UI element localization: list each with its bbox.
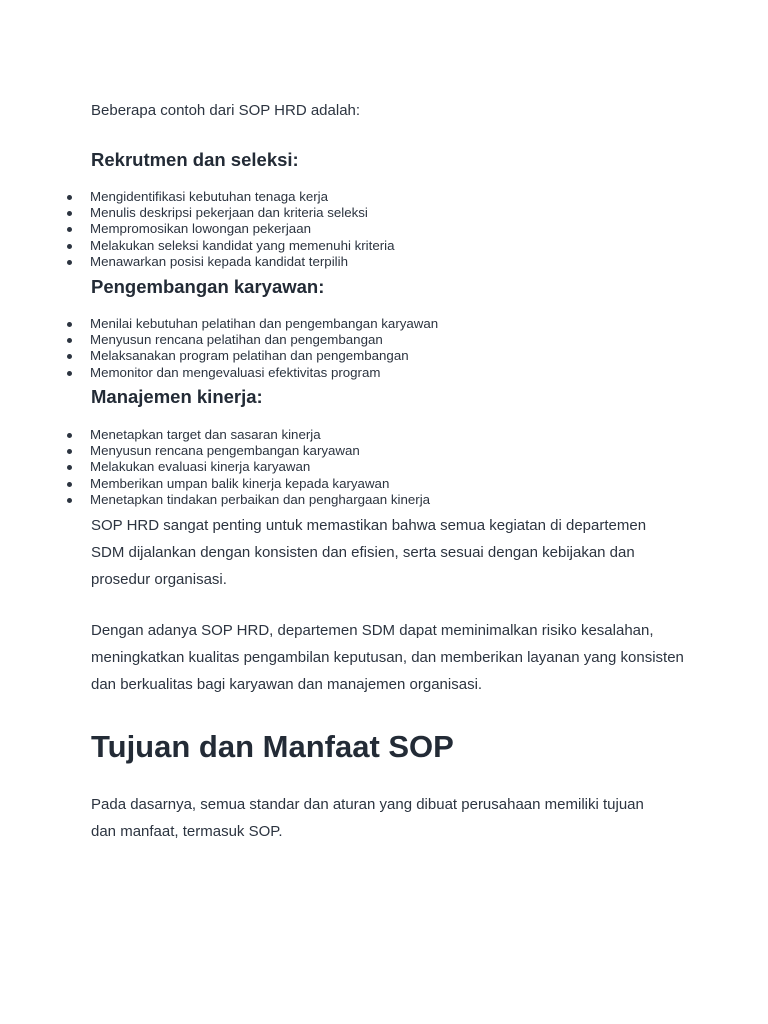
list-item: Mengidentifikasi kebutuhan tenaga kerja xyxy=(0,189,395,205)
list-item: Menilai kebutuhan pelatihan dan pengembangan karyawan xyxy=(0,316,438,332)
list-item: Menyusun rencana pelatihan dan pengembangan xyxy=(0,332,438,348)
list-item: Melaksanakan program pelatihan dan pengembangan xyxy=(0,348,438,364)
list-item: Melakukan evaluasi kinerja karyawan xyxy=(0,459,430,475)
list-manajemen-kinerja xyxy=(0,427,430,508)
heading-pengembangan: Pengembangan karyawan: xyxy=(91,276,325,297)
intro-text: Beberapa contoh dari SOP HRD adalah: xyxy=(91,102,361,119)
list-item: Mempromosikan lowongan pekerjaan xyxy=(0,221,395,237)
list-item: Menyusun rencana pengembangan karyawan xyxy=(0,443,430,459)
list-item: Memonitor dan mengevaluasi efektivitas program xyxy=(0,365,438,381)
list-item: Menetapkan target dan sasaran kinerja xyxy=(0,427,430,443)
heading-manajemen-kinerja: Manajemen kinerja: xyxy=(91,386,263,407)
list-item: Menulis deskripsi pekerjaan dan kriteria seleksi xyxy=(0,205,395,221)
list-item: Memberikan umpan balik kinerja kepada karyawan xyxy=(0,476,430,492)
list-item: Menawarkan posisi kepada kandidat terpilih xyxy=(0,254,395,270)
list-item: Melakukan seleksi kandidat yang memenuhi kriteria xyxy=(0,238,395,254)
heading-rekrutmen: Rekrutmen dan seleksi: xyxy=(91,149,299,170)
paragraph-benefits: Dengan adanya SOP HRD, departemen SDM dapat meminimalkan risiko kesalahan, meningkatkan kualitas pengambilan keputusan, dan memberikan layanan yang konsisten dan berkualitas bagi karyawan dan manajemen organisasi. xyxy=(91,622,684,693)
paragraph-importance: SOP HRD sangat penting untuk memastikan bahwa semua kegiatan di departemen SDM dijalankan dengan konsisten dan efisien, serta sesuai dengan kebijakan dan prosedur organisasi. xyxy=(91,517,647,588)
list-pengembangan xyxy=(0,316,438,381)
section-title: Tujuan dan Manfaat SOP xyxy=(91,729,454,764)
list-item: Menetapkan tindakan perbaikan dan penghargaan kinerja xyxy=(0,492,430,508)
closing-paragraph: Pada dasarnya, semua standar dan aturan yang dibuat perusahaan memiliki tujuan dan manfaat, termasuk SOP. xyxy=(91,796,644,840)
list-rekrutmen xyxy=(0,189,395,270)
